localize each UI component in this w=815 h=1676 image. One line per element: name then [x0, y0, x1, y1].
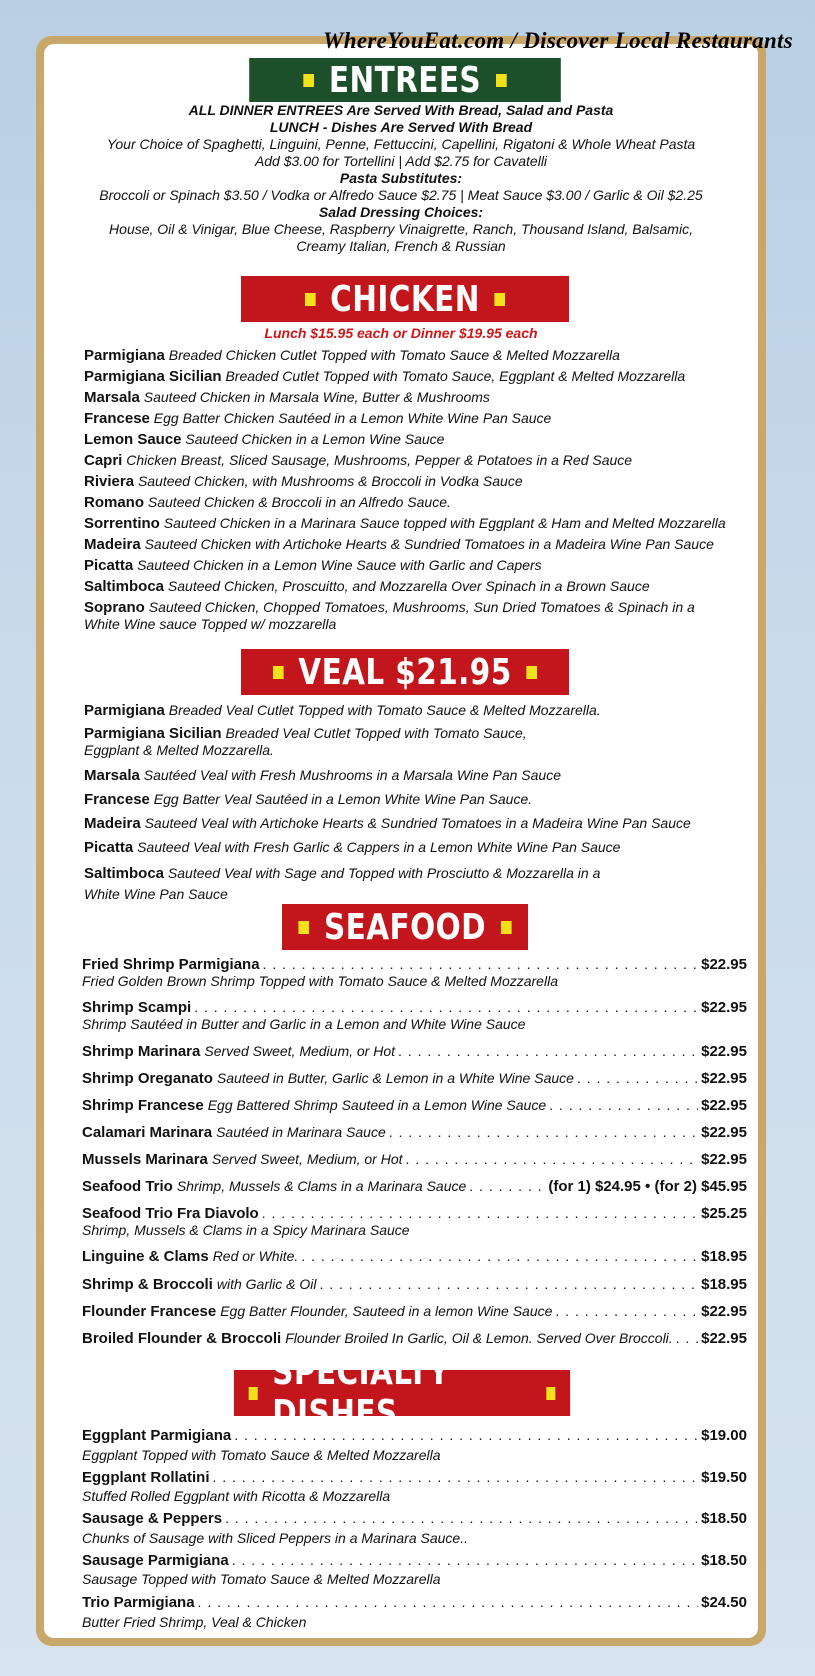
veal-item: [84, 839, 744, 856]
entrees-banner: [249, 58, 561, 102]
item-desc: Chicken Breast, Sliced Sausage, Mushrooms, Pepper & Potatoes in a Red Sauce: [126, 452, 633, 468]
seafood-item: [82, 1276, 747, 1293]
specialty-item: [82, 1469, 747, 1486]
item-desc: Butter Fried Shrimp, Veal & Chicken: [82, 1614, 307, 1630]
item-name: Sorrentino: [84, 515, 160, 532]
item-name: Eggplant Rollatini: [82, 1469, 210, 1486]
item-price: $22.95: [701, 1097, 747, 1114]
pasta-substitutes-heading: Pasta Substitutes:: [339, 170, 463, 186]
seafood-item: [82, 1330, 747, 1347]
item-desc: Sauteed Chicken in a Lemon Wine Sauce: [185, 431, 445, 447]
seafood-banner: [282, 904, 528, 950]
item-desc: Red or White.: [212, 1248, 299, 1264]
item-price: $22.95: [701, 1151, 747, 1168]
dot-leader: [577, 1070, 698, 1086]
dot-leader: [469, 1178, 545, 1194]
menu-frame: [36, 36, 766, 1646]
square-icon: [273, 666, 284, 679]
chicken-title: CHICKEN: [330, 278, 480, 320]
dot-leader: [406, 1151, 699, 1167]
chicken-item: [84, 368, 744, 385]
dot-leader: [263, 956, 699, 972]
dot-leader: [389, 1124, 698, 1140]
seafood-item: [82, 1070, 747, 1087]
item-name: Capri: [84, 452, 123, 469]
item-price: $22.95: [701, 1124, 747, 1141]
item-name: Broiled Flounder & Broccoli: [82, 1330, 282, 1347]
dot-leader: [549, 1097, 698, 1113]
item-name: Madeira: [84, 536, 141, 553]
item-desc: Sauteed in Butter, Garlic & Lemon in a White Wine Sauce: [216, 1070, 574, 1086]
dot-leader: [262, 1205, 698, 1221]
chicken-item: [84, 557, 744, 574]
veal-item: [84, 702, 744, 719]
entrees-line4: Add $3.00 for Tortellini | Add $2.75 for Cavatelli: [254, 153, 548, 169]
salad-dressing-heading: Salad Dressing Choices:: [318, 204, 484, 220]
chicken-item: [84, 347, 744, 364]
item-desc: Egg Batter Veal Sautéed in a Lemon White Wine Pan Sauce.: [153, 791, 533, 807]
item-name: Sausage & Peppers: [82, 1510, 223, 1527]
item-name: Shrimp Oreganato: [82, 1070, 213, 1087]
item-name: Francese: [84, 791, 150, 808]
seafood-item: [82, 1205, 747, 1222]
item-price: $25.25: [701, 1205, 747, 1222]
item-price: $24.50: [701, 1594, 747, 1611]
item-desc: Breaded Cutlet Topped with Tomato Sauce, Eggplant & Melted Mozzarella: [225, 368, 686, 384]
square-icon: [526, 666, 537, 679]
specialty-item: [82, 1552, 747, 1569]
item-price: $22.95: [701, 1330, 747, 1347]
seafood-item: [82, 1178, 747, 1195]
item-name: Parmigiana Sicilian: [84, 725, 222, 742]
specialty-title: SPECIALTY DISHES: [272, 1352, 450, 1434]
item-name: Seafood Trio Fra Diavolo: [82, 1205, 259, 1222]
item-desc: Egg Battered Shrimp Sauteed in a Lemon Wine Sauce: [207, 1097, 547, 1113]
chicken-item: [84, 578, 744, 595]
chicken-item: [84, 473, 744, 490]
item-desc: Sauteed Chicken, with Mushrooms & Broccoli in Vodka Sauce: [137, 473, 523, 489]
dot-leader: [319, 1276, 698, 1292]
item-name: Sausage Parmigiana: [82, 1552, 229, 1569]
item-name: Parmigiana: [84, 702, 165, 719]
veal-banner: [241, 649, 569, 695]
veal-title: VEAL $21.95: [298, 651, 512, 693]
dot-leader: [676, 1330, 698, 1346]
veal-item: [84, 863, 604, 905]
chicken-item: [84, 599, 714, 633]
specialty-banner: [234, 1352, 570, 1434]
item-desc: Sauteed Chicken with Artichoke Hearts & Sundried Tomatoes in a Madeira Wine Pan Sauce: [144, 536, 714, 552]
item-name: Shrimp Francese: [82, 1097, 204, 1114]
square-icon: [495, 293, 506, 306]
item-desc: Shrimp Sautéed in Butter and Garlic in a Lemon and White Wine Sauce: [82, 1016, 526, 1032]
item-desc: Served Sweet, Medium, or Hot: [204, 1043, 396, 1059]
item-desc: Shrimp, Mussels & Clams in a Spicy Marinara Sauce: [82, 1222, 410, 1238]
item-name: Mussels Marinara: [82, 1151, 208, 1168]
dot-leader: [301, 1248, 698, 1264]
item-desc: Egg Batter Chicken Sautéed in a Lemon White Wine Pan Sauce: [153, 410, 552, 426]
item-desc: Stuffed Rolled Eggplant with Ricotta & Mozzarella: [82, 1488, 391, 1504]
item-name: Eggplant Parmigiana: [82, 1427, 232, 1444]
pasta-substitutes-text: Broccoli or Spinach $3.50 / Vodka or Alfredo Sauce $2.75 | Meat Sauce $3.00 / Garlic & Oil $2.25: [99, 187, 703, 203]
square-icon: [303, 74, 314, 87]
item-desc: Breaded Veal Cutlet Topped with Tomato Sauce & Melted Mozzarella.: [168, 702, 601, 718]
menu-panel: [44, 44, 758, 1638]
item-name: Calamari Marinara: [82, 1124, 213, 1141]
chicken-price-note: Lunch $15.95 each or Dinner $19.95 each: [264, 325, 538, 341]
item-name: Francese: [84, 410, 150, 427]
item-name: Parmigiana: [84, 347, 165, 364]
item-price: $19.50: [701, 1469, 747, 1486]
square-icon: [496, 74, 507, 87]
veal-item: [84, 725, 584, 759]
item-name: Linguine & Clams: [82, 1248, 209, 1265]
seafood-item: [82, 956, 747, 973]
seafood-item: [82, 1043, 747, 1060]
item-name: Picatta: [84, 839, 134, 856]
item-desc: Sauteed Chicken & Broccoli in an Alfredo Sauce.: [147, 494, 451, 510]
item-name: Saltimboca: [84, 578, 165, 595]
item-desc: Egg Batter Flounder, Sauteed in a lemon Wine Sauce: [220, 1303, 553, 1319]
item-name: Saltimboca: [84, 865, 165, 882]
item-desc: Fried Golden Brown Shrimp Topped with Tomato Sauce & Melted Mozzarella: [82, 973, 558, 989]
item-desc: Sauteed Chicken in a Lemon Wine Sauce with Garlic and Capers: [137, 557, 542, 573]
item-price: $19.00: [701, 1427, 747, 1444]
item-name: Shrimp & Broccoli: [82, 1276, 213, 1293]
square-icon: [547, 1387, 556, 1400]
watermark: WhereYouEat.com / Discover Local Restaurants: [322, 28, 793, 53]
item-name: Lemon Sauce: [84, 431, 182, 448]
veal-item: [84, 791, 744, 808]
square-icon: [299, 921, 310, 934]
chicken-item: [84, 452, 744, 469]
item-price: $18.95: [701, 1276, 747, 1293]
item-name: Parmigiana Sicilian: [84, 368, 222, 385]
dot-leader: [198, 1594, 699, 1610]
chicken-item: [84, 515, 744, 532]
square-icon: [501, 921, 512, 934]
item-desc: Breaded Veal Cutlet Topped with Tomato Sauce, Eggplant & Melted Mozzarella.: [84, 725, 527, 758]
salad-dressing-line2: Creamy Italian, French & Russian: [296, 238, 506, 254]
square-icon: [305, 293, 316, 306]
item-name: Soprano: [84, 599, 145, 616]
item-desc: Sauteed Chicken, Chopped Tomatoes, Mushrooms, Sun Dried Tomatoes & Spinach in a White Wine sauce Topped w/ mozzarella: [84, 599, 695, 632]
item-name: Fried Shrimp Parmigiana: [82, 956, 260, 973]
item-price: $22.95: [701, 1043, 747, 1060]
item-desc: Sauteed Chicken in Marsala Wine, Butter & Mushrooms: [143, 389, 490, 405]
item-name: Madeira: [84, 815, 141, 832]
dot-leader: [398, 1043, 698, 1059]
chicken-item: [84, 431, 744, 448]
item-desc: Sautéed Veal with Fresh Mushrooms in a Marsala Wine Pan Sauce: [143, 767, 561, 783]
item-name: Shrimp Scampi: [82, 999, 192, 1016]
entrees-title: ENTREES: [328, 59, 482, 101]
item-price: $22.95: [701, 1070, 747, 1087]
item-price: (for 1) $24.95 • (for 2) $45.95: [548, 1178, 747, 1195]
item-desc: Breaded Chicken Cutlet Topped with Tomato Sauce & Melted Mozzarella: [168, 347, 620, 363]
seafood-item: [82, 1124, 747, 1141]
dot-leader: [225, 1510, 698, 1526]
item-desc: Sauteed Veal with Artichoke Hearts & Sundried Tomatoes in a Madeira Wine Pan Sauce: [144, 815, 691, 831]
square-icon: [249, 1387, 258, 1400]
item-price: $18.95: [701, 1248, 747, 1265]
specialty-item: [82, 1427, 747, 1444]
entrees-line1: ALL DINNER ENTREES Are Served With Bread, Salad and Pasta: [188, 102, 614, 118]
dot-leader: [234, 1427, 698, 1443]
seafood-item: [82, 1248, 747, 1265]
item-name: Marsala: [84, 389, 140, 406]
dot-leader: [213, 1469, 699, 1485]
specialty-item: [82, 1510, 747, 1527]
chicken-banner: [241, 276, 569, 322]
veal-item: [84, 767, 744, 784]
item-name: Flounder Francese: [82, 1303, 217, 1320]
seafood-item: [82, 1097, 747, 1114]
item-desc: Shrimp, Mussels & Clams in a Marinara Sauce: [176, 1178, 467, 1194]
item-name: Marsala: [84, 767, 140, 784]
item-desc: with Garlic & Oil: [216, 1276, 317, 1292]
item-name: Seafood Trio: [82, 1178, 173, 1195]
item-price: $18.50: [701, 1552, 747, 1569]
item-desc: Sauteed Veal with Fresh Garlic & Cappers in a Lemon White Wine Pan Sauce: [137, 839, 621, 855]
dot-leader: [232, 1552, 698, 1568]
dot-leader: [555, 1303, 698, 1319]
item-name: Trio Parmigiana: [82, 1594, 195, 1611]
item-desc: Sauteed Chicken, Proscuitto, and Mozzarella Over Spinach in a Brown Sauce: [167, 578, 650, 594]
chicken-item: [84, 389, 744, 406]
item-price: $22.95: [701, 956, 747, 973]
veal-item: [84, 815, 744, 832]
item-price: $22.95: [701, 1303, 747, 1320]
seafood-title: SEAFOOD: [323, 906, 487, 948]
item-name: Romano: [84, 494, 144, 511]
salad-dressing-line1: House, Oil & Vinigar, Blue Cheese, Raspberry Vinaigrette, Ranch, Thousand Island, Balsamic,: [109, 221, 693, 237]
item-name: Shrimp Marinara: [82, 1043, 201, 1060]
item-desc: Sauteed Chicken in a Marinara Sauce topped with Eggplant & Ham and Melted Mozzarella: [163, 515, 726, 531]
dot-leader: [194, 999, 698, 1015]
chicken-item: [84, 410, 744, 427]
item-price: $22.95: [701, 999, 747, 1016]
item-price: $18.50: [701, 1510, 747, 1527]
item-desc: Sauteed Veal with Sage and Topped with Prosciutto & Mozzarella in a White Wine Pan Sauce: [84, 865, 601, 902]
seafood-item: [82, 1151, 747, 1168]
item-desc: Chunks of Sausage with Sliced Peppers in a Marinara Sauce..: [82, 1530, 468, 1546]
item-desc: Sautéed in Marinara Sauce: [216, 1124, 386, 1140]
item-desc: Flounder Broiled In Garlic, Oil & Lemon. Served Over Broccoli.: [285, 1330, 673, 1346]
item-name: Picatta: [84, 557, 134, 574]
item-desc: Sausage Topped with Tomato Sauce & Melted Mozzarella: [82, 1571, 441, 1587]
chicken-item: [84, 536, 744, 553]
chicken-item: [84, 494, 744, 511]
seafood-item: [82, 1303, 747, 1320]
item-name: Riviera: [84, 473, 135, 490]
item-desc: Eggplant Topped with Tomato Sauce & Melted Mozzarella: [82, 1447, 441, 1463]
entrees-line2: LUNCH - Dishes Are Served With Bread: [269, 119, 533, 135]
item-desc: Served Sweet, Medium, or Hot: [211, 1151, 403, 1167]
seafood-item: [82, 999, 747, 1016]
specialty-item: [82, 1594, 747, 1611]
entrees-line3: Your Choice of Spaghetti, Linguini, Penne, Fettuccini, Capellini, Rigatoni & Whole Wheat Pasta: [106, 136, 696, 152]
